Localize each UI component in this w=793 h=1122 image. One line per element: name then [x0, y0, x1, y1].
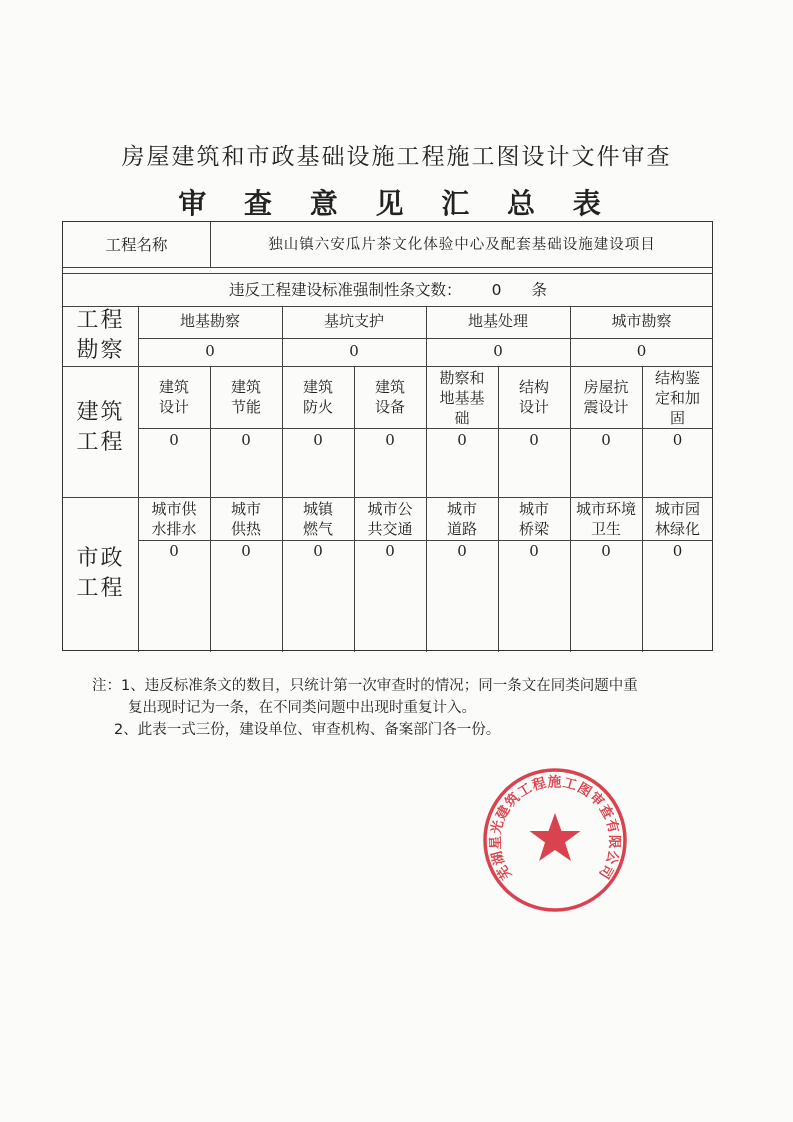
municipal-value: 0 [457, 542, 467, 560]
company-seal [480, 765, 630, 915]
municipal-value: 0 [169, 542, 179, 560]
municipal-value: 0 [529, 542, 539, 560]
building-header: 建筑 设计 [158, 378, 189, 416]
survey-value: 0 [493, 342, 503, 360]
survey-value: 0 [205, 342, 215, 360]
violation-unit: 条 [531, 281, 547, 299]
survey-value: 0 [349, 342, 359, 360]
municipal-value: 0 [385, 542, 395, 560]
survey-header: 地基处理 [467, 312, 528, 330]
note-1-line-2: 复出现时记为一条，在不同类问题中出现时重复计入。 [128, 700, 476, 716]
note-2: 2、此表一式三份，建设单位、审查机构、备案部门各一份。 [114, 722, 501, 738]
building-section-label: 建筑 工程 [76, 400, 125, 455]
survey-header: 地基勘察 [179, 312, 240, 330]
building-header: 结构 设计 [518, 378, 549, 416]
violation-count-row [63, 280, 713, 300]
survey-value: 0 [636, 342, 647, 360]
survey-header: 城市勘察 [611, 312, 672, 330]
municipal-header: 城市园 林绿化 [654, 500, 700, 538]
building-header: 建筑 设备 [374, 378, 405, 416]
municipal-value: 0 [601, 542, 611, 560]
building-value: 0 [241, 431, 251, 449]
building-value: 0 [169, 431, 179, 449]
municipal-header: 城市环境 卫生 [575, 500, 636, 538]
building-value: 0 [672, 431, 683, 449]
municipal-value: 0 [313, 542, 323, 560]
violation-label: 违反工程建设标准强制性条文数： [229, 281, 462, 299]
building-value: 0 [601, 431, 611, 449]
building-value: 0 [457, 431, 467, 449]
municipal-header: 城市 道路 [446, 500, 477, 538]
document-title: 房屋建筑和市政基础设施工程施工图设计文件审查 [121, 144, 672, 170]
municipal-value: 0 [672, 542, 683, 560]
svg-text:芜湖星光建筑工程施工图审查有限公司: 芜湖星光建筑工程施工图审查有限公司 [487, 774, 623, 883]
summary-table [62, 221, 713, 651]
survey-section-label: 工程 勘察 [76, 308, 125, 363]
survey-header: 基坑支护 [323, 312, 384, 330]
building-value: 0 [529, 431, 539, 449]
municipal-header: 城镇 燃气 [302, 500, 333, 538]
municipal-header: 城市 桥梁 [518, 500, 549, 538]
footnotes [92, 675, 712, 741]
municipal-header: 城市 供热 [230, 500, 261, 538]
project-name-label: 工程名称 [105, 236, 168, 254]
violation-count: 0 [491, 281, 502, 299]
municipal-header: 城市公 共交通 [367, 500, 413, 538]
project-name-value: 独山镇六安瓜片茶文化体验中心及配套基础设施建设项目 [268, 237, 656, 253]
building-header: 房屋抗 震设计 [583, 378, 629, 416]
building-header: 结构鉴 定和加 固 [654, 369, 700, 427]
building-value: 0 [313, 431, 323, 449]
municipal-value: 0 [241, 542, 251, 560]
building-header: 勘察和 地基基 础 [439, 369, 485, 427]
building-value: 0 [385, 431, 395, 449]
municipal-section-label: 市政 工程 [76, 546, 125, 601]
building-header: 建筑 防火 [302, 378, 333, 416]
note-1-line-1: 注：1、违反标准条文的数目，只统计第一次审查时的情况；同一条文在同类问题中重 [92, 678, 638, 694]
building-header: 建筑 节能 [230, 378, 261, 416]
document-subtitle: 审 查 意 见 汇 总 表 [178, 187, 615, 220]
municipal-header: 城市供 水排水 [151, 500, 197, 538]
